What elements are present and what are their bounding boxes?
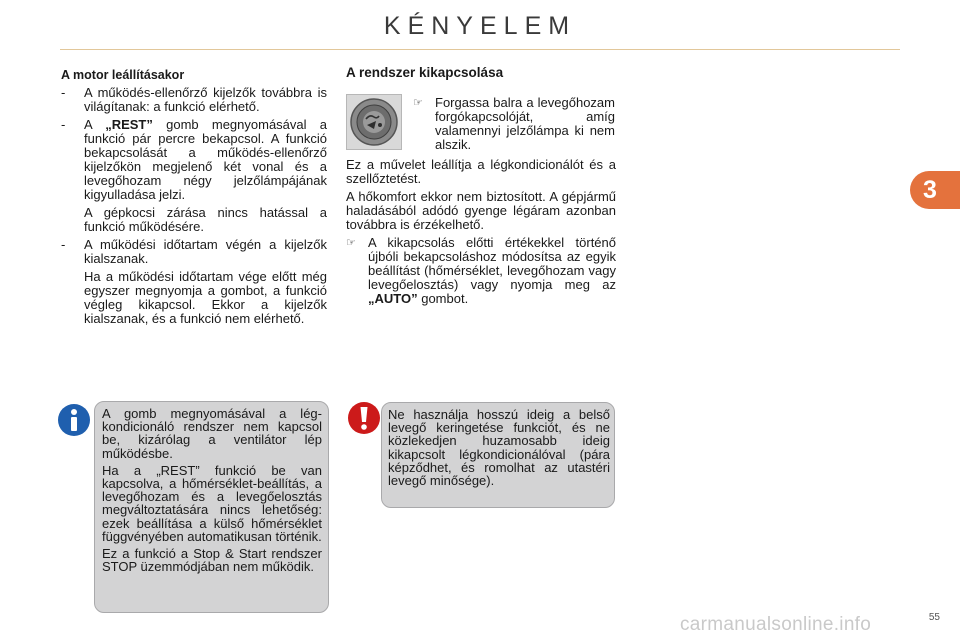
warning-icon xyxy=(348,402,380,434)
chapter-number: 3 xyxy=(923,176,937,204)
right-column-body xyxy=(346,158,616,306)
list-item xyxy=(61,238,327,266)
instruction-item xyxy=(413,96,615,152)
list-dash: - xyxy=(61,117,66,132)
instruction-text: A kikapcsolás előtti értékekkel történő újbóli bekapcsoláshoz módosítsa az egyik beállítást (hőmérséklet, levegőhozam vagy levegőelosztás) vagy nyomja meg az xyxy=(368,235,616,292)
chapter-tab[interactable] xyxy=(910,171,960,209)
warning-box-content xyxy=(388,408,610,491)
page-number: 55 xyxy=(928,612,940,623)
knob-icon xyxy=(347,95,401,149)
info-box xyxy=(94,401,329,613)
list-item-text: A működés-ellenőrző kijelzők továbbra is világítanak: a funkció elérhető. xyxy=(84,85,327,114)
warning-box xyxy=(381,402,615,508)
pointing-hand-icon: ☞ xyxy=(413,97,423,109)
page-title: KÉNYELEM xyxy=(383,12,577,40)
list-item-text: gomb megnyomásával a funkció pár percre bekapcsol. A funkció bekapcsolását a működés-ellenőrző kijelzőkön megjelenő két vonal és a levegőhozam négy jelzőlámpájának kigyulladása jelzi. xyxy=(84,117,327,202)
list-dash: - xyxy=(61,85,66,100)
info-paragraph: A gomb megnyomásával a légkondicionáló rendszer nem kapcsol be, kizárólag a ventilátor lép működésbe. xyxy=(102,406,322,461)
list-item xyxy=(61,118,327,202)
list-item-text: A működési időtartam végén a kijelzők kialszanak. xyxy=(84,237,327,266)
auto-label: „AUTO” xyxy=(368,291,418,306)
paragraph: A hőkomfort ekkor nem biztosított. A gépjármű haladásából adódó gyenge légáram azonban továbbra is érzékelhető. xyxy=(346,189,616,232)
header-divider xyxy=(60,49,900,50)
info-paragraph: Ha a „REST” funkció be van kapcsolva, a hőmérséklet-beállítás, a levegőhozam és a levegőelosztás megváltoztatására nincs lehetőség: ezek beállítása a külső hőmérséklet függvényében automatikusan történik. xyxy=(102,462,322,544)
pointing-hand-icon: ☞ xyxy=(346,237,356,249)
info-icon xyxy=(58,404,90,436)
info-icon-glyph xyxy=(58,404,90,436)
list-item xyxy=(61,86,327,114)
watermark: carmanualsonline.info xyxy=(680,614,872,635)
rest-label: „REST” xyxy=(105,117,153,132)
paragraph: A gépkocsi zárása nincs hatással a funkció működésére. xyxy=(84,205,327,234)
info-paragraph: Ez a funkció a Stop & Start rendszer STOP üzemmódjában nem működik. xyxy=(102,546,322,575)
knob-instruction xyxy=(413,96,615,152)
section-heading: A motor leállításakor xyxy=(61,68,185,82)
list-dash: - xyxy=(61,237,66,252)
instruction-item xyxy=(346,236,616,306)
warning-paragraph: Ne használja hosszú ideig a belső levegő keringetése funkciót, és ne közlekedjen huzamosabb ideig kikapcsolt légkondicionálóval (pára képződhet, és romolhat az utastéri levegő minősége). xyxy=(388,407,610,489)
paragraph: Ha a működési időtartam vége előtt még egyszer megnyomja a gombot, a funkció végleg kikapcsol. Ekkor a kijelzők kialszanak, és a funkció nem elérhető. xyxy=(84,269,327,326)
airflow-knob-image xyxy=(346,94,402,150)
right-column-title xyxy=(346,66,616,88)
paragraph: Ez a művelet leállítja a légkondicionálót és a szellőztetést. xyxy=(346,157,616,186)
list-item-text: A xyxy=(84,117,106,132)
info-box-content xyxy=(102,407,322,577)
instruction-text: gombot. xyxy=(417,291,469,306)
section-title: A rendszer kikapcsolása xyxy=(346,65,504,80)
left-column xyxy=(61,68,327,330)
instruction-text: Forgassa balra a levegőhozam forgókapcsolóját, amíg valamennyi jelzőlámpa ki nem alszik. xyxy=(435,95,615,152)
warning-icon-glyph xyxy=(348,402,380,434)
